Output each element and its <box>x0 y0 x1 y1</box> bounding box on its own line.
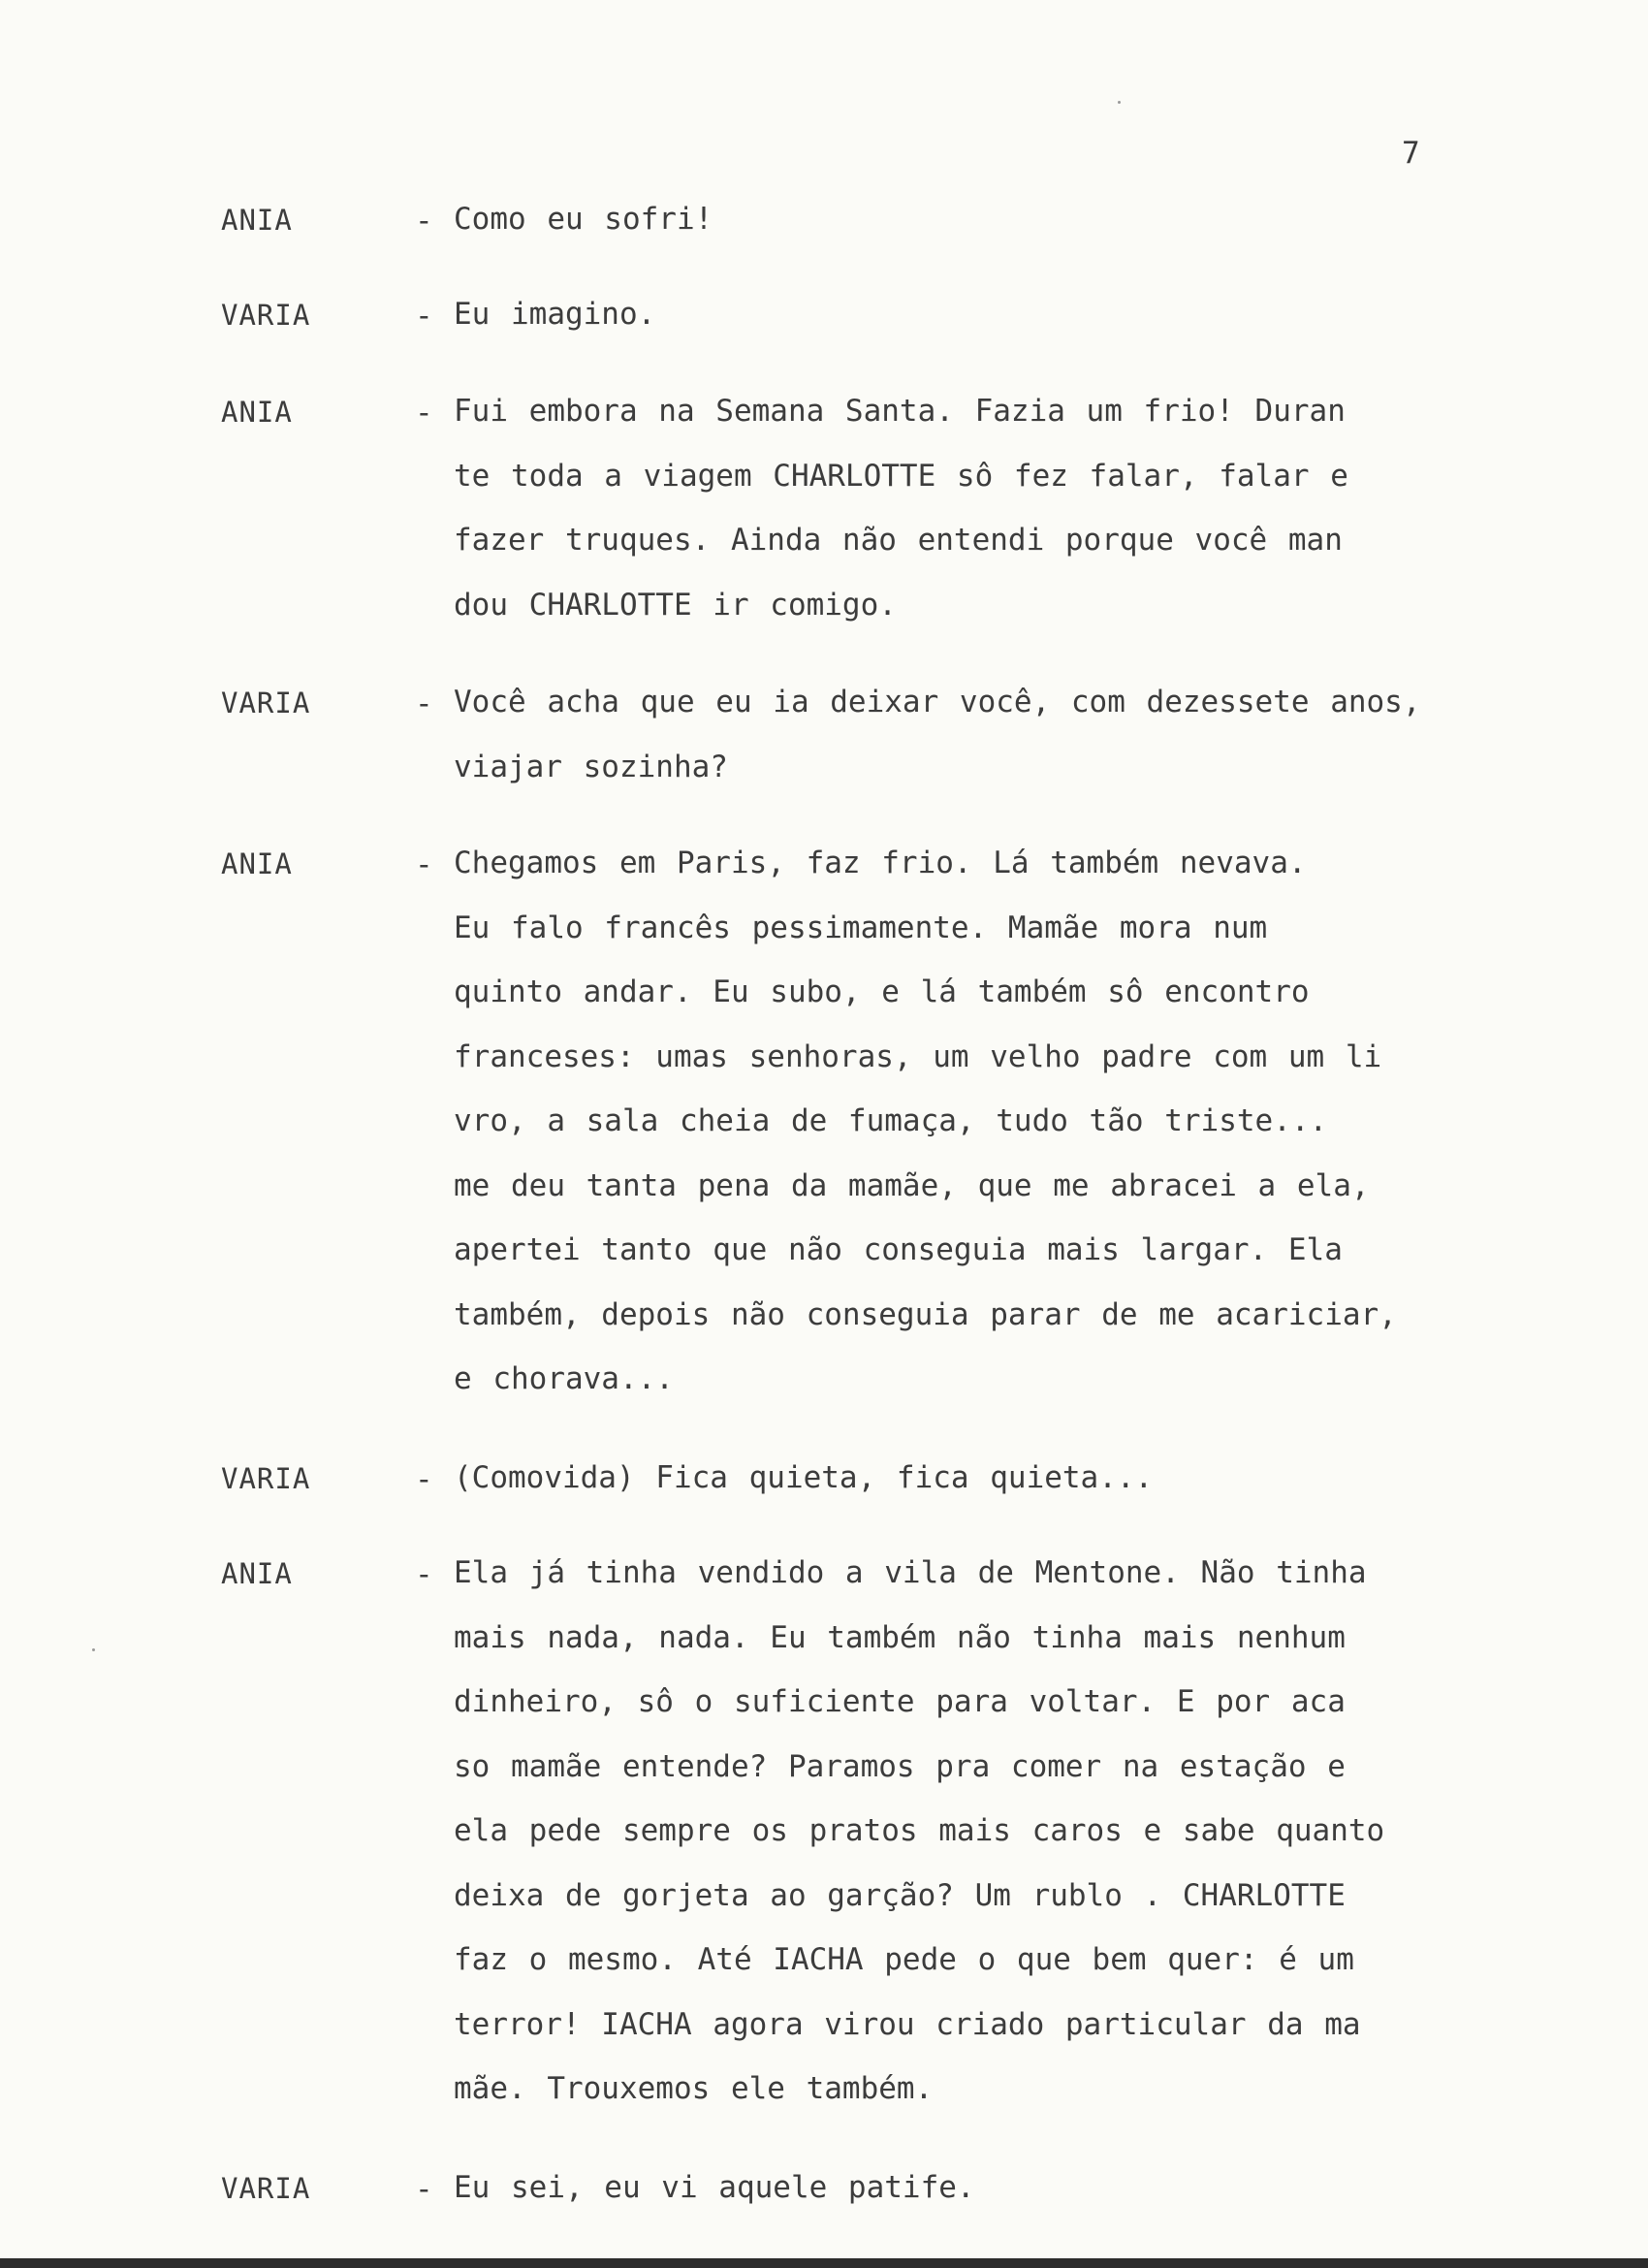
speaker-name: ANIA <box>221 1557 293 1590</box>
speech-line: Fui embora na Semana Santa. Fazia um frio! Duran <box>454 394 1346 429</box>
page-number: 7 <box>1402 136 1420 171</box>
speech-line: Como eu sofri! <box>454 202 713 237</box>
speech-text <box>454 2156 1444 2220</box>
speech-text <box>454 1541 1444 2122</box>
speech-line: vro, a sala cheia de fumaça, tudo tão triste... <box>454 1103 1328 1138</box>
speech-text <box>454 187 1444 252</box>
speech-line: apertei tanto que não conseguia mais largar. Ela <box>454 1232 1343 1267</box>
speech-text <box>454 379 1444 637</box>
dialogue-dash: - <box>415 687 433 721</box>
dialogue-dash: - <box>415 299 433 334</box>
paper-speck <box>1118 101 1121 104</box>
speech-line: so mamãe entende? Paramos pra comer na estação e <box>454 1748 1346 1784</box>
speech-text <box>454 831 1444 1412</box>
speech-line: deixa de gorjeta ao garção? Um rublo . CHARLOTTE <box>454 1877 1346 1913</box>
speech-line: Eu imagino. <box>454 297 656 332</box>
speech-line: terror! IACHA agora virou criado particular da ma <box>454 2006 1361 2042</box>
dialogue-dash: - <box>415 847 433 882</box>
speaker-name: VARIA <box>221 1462 311 1495</box>
page-bottom-edge <box>0 2258 1648 2268</box>
speech-line: (Comovida) Fica quieta, fica quieta... <box>454 1460 1154 1495</box>
speaker-name: VARIA <box>221 2172 311 2205</box>
speech-line: Chegamos em Paris, faz frio. Lá também nevava. <box>454 846 1307 880</box>
speech-line: dou CHARLOTTE ir comigo. <box>454 587 897 623</box>
speech-line: quinto andar. Eu subo, e lá também sô encontro <box>454 974 1310 1009</box>
speech-line: e chorava... <box>454 1361 674 1396</box>
dialogue-dash: - <box>415 2172 433 2207</box>
speech-line: Ela já tinha vendido a vila de Mentone. Não tinha <box>454 1555 1367 1590</box>
speaker-name: ANIA <box>221 396 293 429</box>
speaker-name: VARIA <box>221 299 311 332</box>
speech-line: mãe. Trouxemos ele também. <box>454 2071 934 2106</box>
speech-line: viajar sozinha? <box>454 749 728 784</box>
speaker-name: ANIA <box>221 847 293 880</box>
dialogue-dash: - <box>415 204 433 239</box>
speech-line: também, depois não conseguia parar de me acariciar, <box>454 1296 1397 1332</box>
speech-line: te toda a viagem CHARLOTTE sô fez falar, falar e <box>454 458 1348 494</box>
speech-line: faz o mesmo. Até IACHA pede o que bem quer: é um <box>454 1942 1354 1977</box>
speech-text <box>454 1446 1444 1511</box>
paper-speck <box>92 1648 95 1651</box>
speech-line: mais nada, nada. Eu também não tinha mais nenhum <box>454 1619 1346 1655</box>
dialogue-dash: - <box>415 396 433 431</box>
speech-text <box>454 282 1444 347</box>
speech-line: ela pede sempre os pratos mais caros e sabe quanto <box>454 1813 1385 1848</box>
speaker-name: ANIA <box>221 204 293 237</box>
speech-line: fazer truques. Ainda não entendi porque você man <box>454 523 1343 558</box>
speech-line: Você acha que eu ia deixar você, com dezessete anos, <box>454 685 1421 719</box>
dialogue-dash: - <box>415 1462 433 1497</box>
speech-line: me deu tanta pena da mamãe, que me abracei a ela, <box>454 1167 1370 1203</box>
speech-line: franceses: umas senhoras, um velho padre com um li <box>454 1038 1382 1074</box>
speech-line: dinheiro, sô o suficiente para voltar. E por aca <box>454 1684 1346 1719</box>
speaker-name: VARIA <box>221 687 311 719</box>
speech-line: Eu falo francês pessimamente. Mamãe mora num <box>454 910 1268 945</box>
speech-line: Eu sei, eu vi aquele patife. <box>454 2170 975 2205</box>
dialogue-dash: - <box>415 1557 433 1592</box>
speech-text <box>454 670 1444 799</box>
